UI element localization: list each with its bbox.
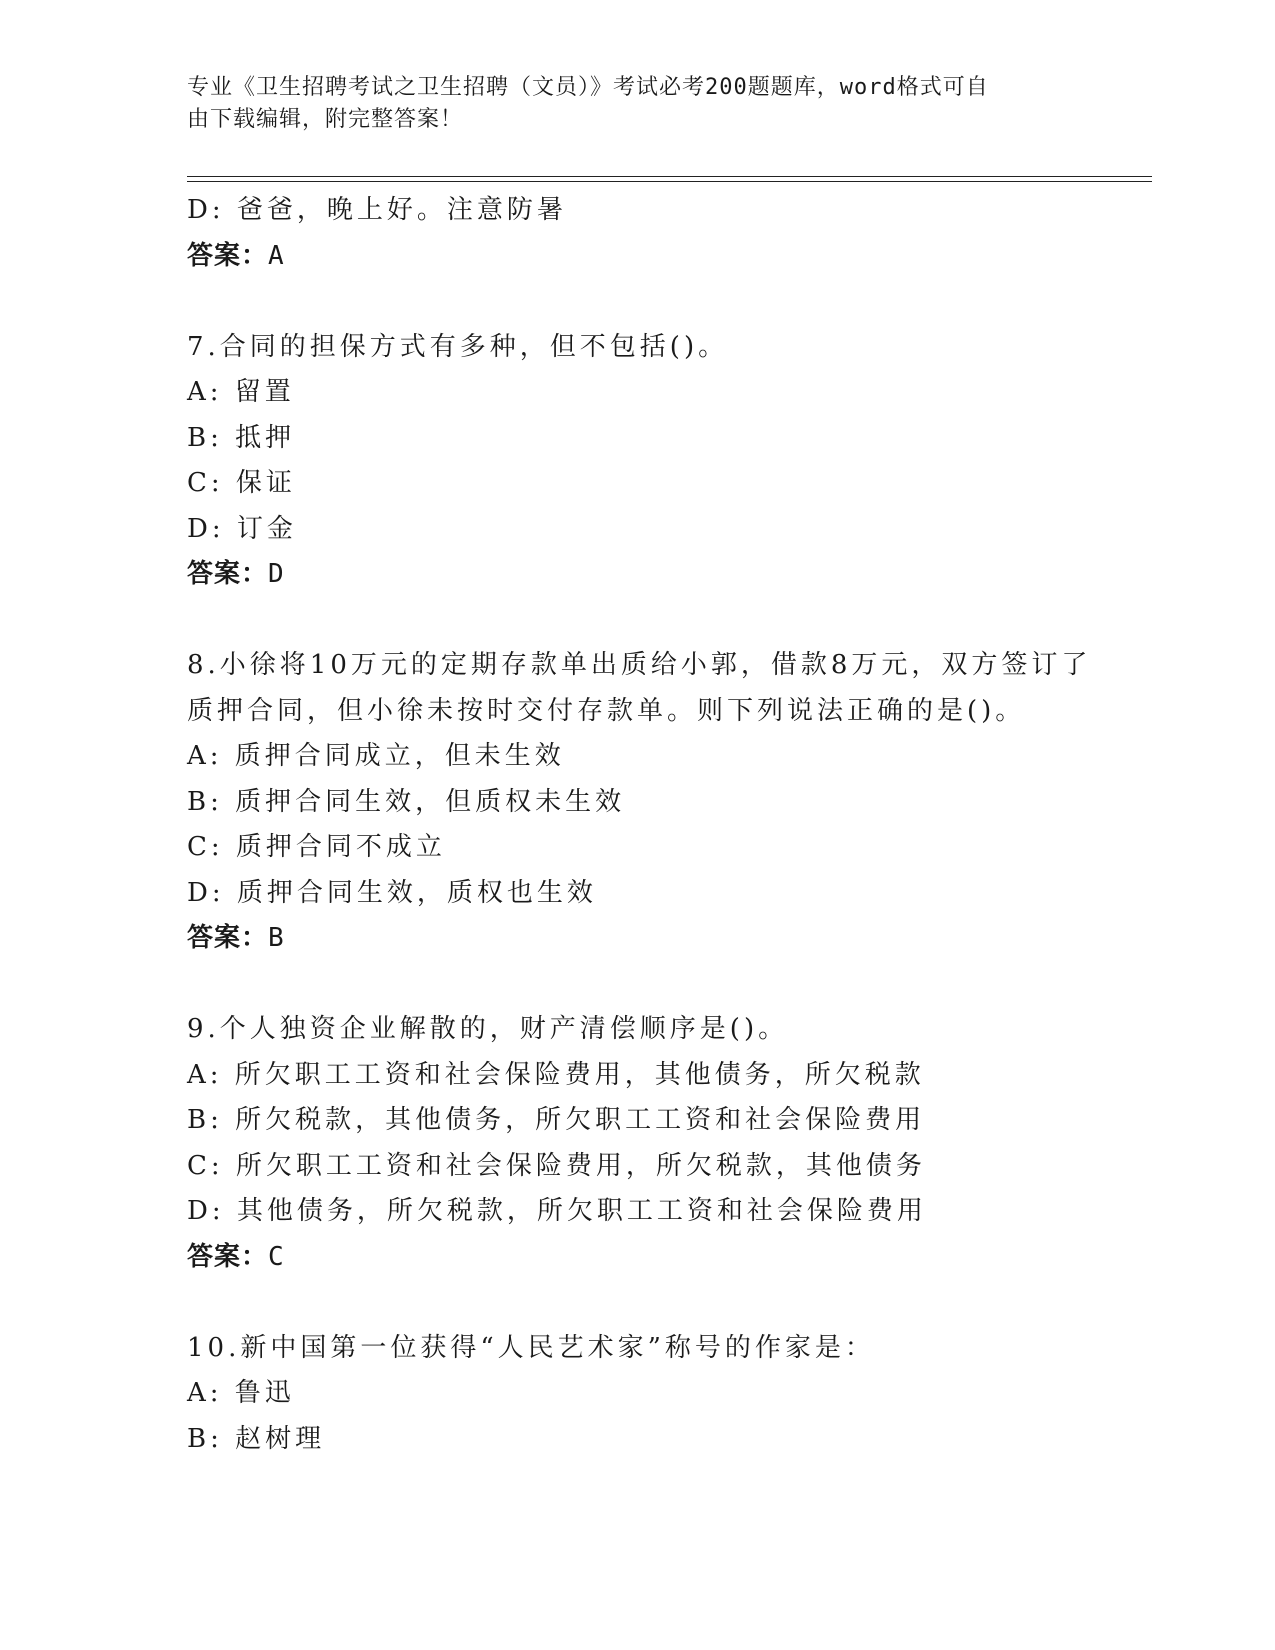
answer-value: C (268, 1241, 285, 1272)
spacer (187, 962, 1107, 1008)
header-title-line2: 由下载编辑，附完整答案！ (187, 107, 464, 132)
question-7-option-b: B: 抵押 (187, 422, 296, 453)
question-10-option-a: A: 鲁迅 (187, 1378, 295, 1408)
answer-value: B (268, 923, 285, 953)
question-8-option-a: A: 质押合同成立，但未生效 (187, 741, 565, 771)
spacer (187, 1280, 1107, 1326)
question-8-answer (187, 916, 1107, 962)
spacer (187, 598, 1107, 644)
question-9-answer (187, 1235, 1107, 1281)
answer-label: 答案： (187, 559, 269, 589)
header-divider-top (187, 176, 1152, 177)
question-8-option-b: B: 质押合同生效，但质权未生效 (187, 786, 626, 817)
question-8-text-line2: 质押合同，但小徐未按时交付存款单。则下列说法正确的是()。 (187, 695, 1026, 726)
question-7-answer (187, 552, 1107, 598)
question-8-option-d: D: 质押合同生效，质权也生效 (187, 877, 597, 908)
question-10-option-b: B: 赵树理 (187, 1423, 326, 1454)
answer-label: 答案： (187, 923, 269, 953)
question-9-text: 9.个人独资企业解散的，财产清偿顺序是()。 (187, 1014, 789, 1044)
header-title-line1: 专业《卫生招聘考试之卫生招聘（文员）》考试必考200题题库，word格式可自 (187, 75, 989, 100)
question-10-text: 10.新中国第一位获得“人民艺术家”称号的作家是： (187, 1332, 875, 1363)
question-9-option-c: C: 所欠职工工资和社会保险费用，所欠税款，其他债务 (187, 1150, 926, 1181)
question-list (187, 188, 1107, 1462)
document-header (187, 72, 1067, 136)
question-7-option-c: C: 保证 (187, 468, 296, 498)
answer-label: 答案： (187, 1241, 269, 1272)
prev-answer (187, 234, 1107, 280)
question-9-option-a: A: 所欠职工工资和社会保险费用，其他债务，所欠税款 (187, 1059, 925, 1090)
question-7-text: 7.合同的担保方式有多种，但不包括()。 (187, 331, 729, 362)
question-8-option-c: C: 质押合同不成立 (187, 832, 446, 862)
question-8-text-line1: 8.小徐将10万元的定期存款单出质给小郭，借款8万元，双方签订了 (187, 650, 1092, 680)
question-9-option-d: D: 其他债务，所欠税款，所欠职工工资和社会保险费用 (187, 1196, 927, 1226)
answer-value: D (268, 559, 285, 589)
spacer (187, 279, 1107, 325)
question-7-option-a: A: 留置 (187, 377, 295, 407)
prev-option-d: D: 爸爸，晚上好。注意防暑 (187, 195, 567, 225)
answer-label: 答案： (187, 240, 269, 271)
header-divider-bottom (187, 181, 1152, 182)
question-7-option-d: D: 订金 (187, 513, 297, 544)
question-9-option-b: B: 所欠税款，其他债务，所欠职工工资和社会保险费用 (187, 1105, 926, 1135)
answer-value: A (268, 240, 285, 271)
